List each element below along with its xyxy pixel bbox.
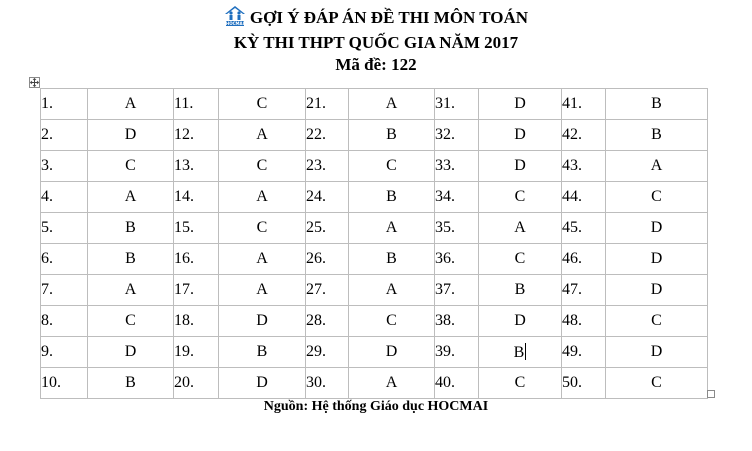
hocmai-logo [224,6,246,32]
table-row [41,306,708,337]
answer-cell: A [479,213,562,244]
answer-cell: B [219,337,306,368]
answer-cell: B [88,213,174,244]
answer-cell: C [88,306,174,337]
answer-cell: D [606,275,708,306]
answer-cell: C [606,182,708,213]
question-number: 34. [435,182,479,213]
question-number: 20. [174,368,219,399]
table-row [41,275,708,306]
question-number: 40. [435,368,479,399]
answer-cell: A [219,275,306,306]
answer-cell: B [606,89,708,120]
answer-cell: A [88,89,174,120]
question-number: 32. [435,120,479,151]
answer-cell: D [349,337,435,368]
page-title: GỢI Ý ĐÁP ÁN ĐỀ THI MÔN TOÁN [249,8,529,27]
answer-cell: B [88,368,174,399]
answer-cell: C [349,306,435,337]
question-number: 41. [562,89,606,120]
answer-cell: A [219,182,306,213]
answer-cell: A [349,275,435,306]
table-row [41,120,708,151]
document-header [0,6,752,76]
question-number: 49. [562,337,606,368]
table-row [41,151,708,182]
question-number: 4. [41,182,88,213]
question-number: 31. [435,89,479,120]
table-row [41,244,708,275]
question-number: 24. [306,182,349,213]
question-number: 29. [306,337,349,368]
logo-text: HOCMAI [225,21,245,26]
question-number: 16. [174,244,219,275]
question-number: 38. [435,306,479,337]
answer-cell: D [219,368,306,399]
answer-cell: D [606,337,708,368]
question-number: 45. [562,213,606,244]
question-number: 17. [174,275,219,306]
table-row [41,213,708,244]
answer-cell: A [349,89,435,120]
question-number: 21. [306,89,349,120]
question-number: 28. [306,306,349,337]
move-icon [30,78,39,87]
answer-cell: D [479,89,562,120]
answer-cell: D [606,244,708,275]
question-number: 7. [41,275,88,306]
question-number: 3. [41,151,88,182]
text-caret [525,343,526,360]
answer-cell: D [479,151,562,182]
question-number: 1. [41,89,88,120]
answer-cell: A [349,213,435,244]
question-number: 18. [174,306,219,337]
answer-cell: C [219,89,306,120]
question-number: 44. [562,182,606,213]
question-number: 50. [562,368,606,399]
answer-cell: D [606,213,708,244]
table-row [41,337,708,368]
answer-cell: A [219,120,306,151]
answer-cell: B [349,120,435,151]
question-number: 46. [562,244,606,275]
answer-cell: C [219,151,306,182]
question-number: 25. [306,213,349,244]
page-subtitle: KỲ THI THPT QUỐC GIA NĂM 2017 [233,33,519,52]
question-number: 26. [306,244,349,275]
question-number: 39. [435,337,479,368]
question-number: 48. [562,306,606,337]
answer-cell: B [349,244,435,275]
table-resize-handle[interactable] [707,390,715,398]
source-note: Nguồn: Hệ thống Giáo dục HOCMAI [263,399,489,414]
answer-cell: B [606,120,708,151]
question-number: 22. [306,120,349,151]
table-row [41,89,708,120]
question-number: 42. [562,120,606,151]
question-number: 15. [174,213,219,244]
answer-cell: C [479,182,562,213]
question-number: 13. [174,151,219,182]
question-number: 2. [41,120,88,151]
question-number: 47. [562,275,606,306]
answer-cell: A [349,368,435,399]
question-number: 36. [435,244,479,275]
question-number: 19. [174,337,219,368]
table-row [41,368,708,399]
answer-cell: C [479,368,562,399]
question-number: 23. [306,151,349,182]
question-number: 6. [41,244,88,275]
question-number: 27. [306,275,349,306]
question-number: 8. [41,306,88,337]
answer-cell: C [606,306,708,337]
exam-code: Mã đề: 122 [335,55,417,74]
answer-cell: D [479,306,562,337]
answer-cell: A [219,244,306,275]
question-number: 37. [435,275,479,306]
answer-cell: B [349,182,435,213]
answer-cell: C [479,244,562,275]
title-line [0,6,752,32]
answer-cell: D [88,337,174,368]
table-move-handle[interactable] [29,77,40,88]
question-number: 35. [435,213,479,244]
answer-cell: A [606,151,708,182]
answer-cell: A [88,275,174,306]
table-row [41,182,708,213]
answer-cell: C [219,213,306,244]
answer-cell: B [479,337,562,368]
question-number: 33. [435,151,479,182]
answer-cell: C [606,368,708,399]
answer-table [40,88,708,399]
question-number: 43. [562,151,606,182]
answer-cell: D [479,120,562,151]
question-number: 11. [174,89,219,120]
question-number: 9. [41,337,88,368]
question-number: 12. [174,120,219,151]
question-number: 10. [41,368,88,399]
question-number: 30. [306,368,349,399]
answer-cell: A [88,182,174,213]
question-number: 5. [41,213,88,244]
answer-cell: D [219,306,306,337]
answer-cell: B [479,275,562,306]
answer-cell: C [349,151,435,182]
answer-cell: D [88,120,174,151]
answer-cell: B [88,244,174,275]
answer-cell: C [88,151,174,182]
question-number: 14. [174,182,219,213]
